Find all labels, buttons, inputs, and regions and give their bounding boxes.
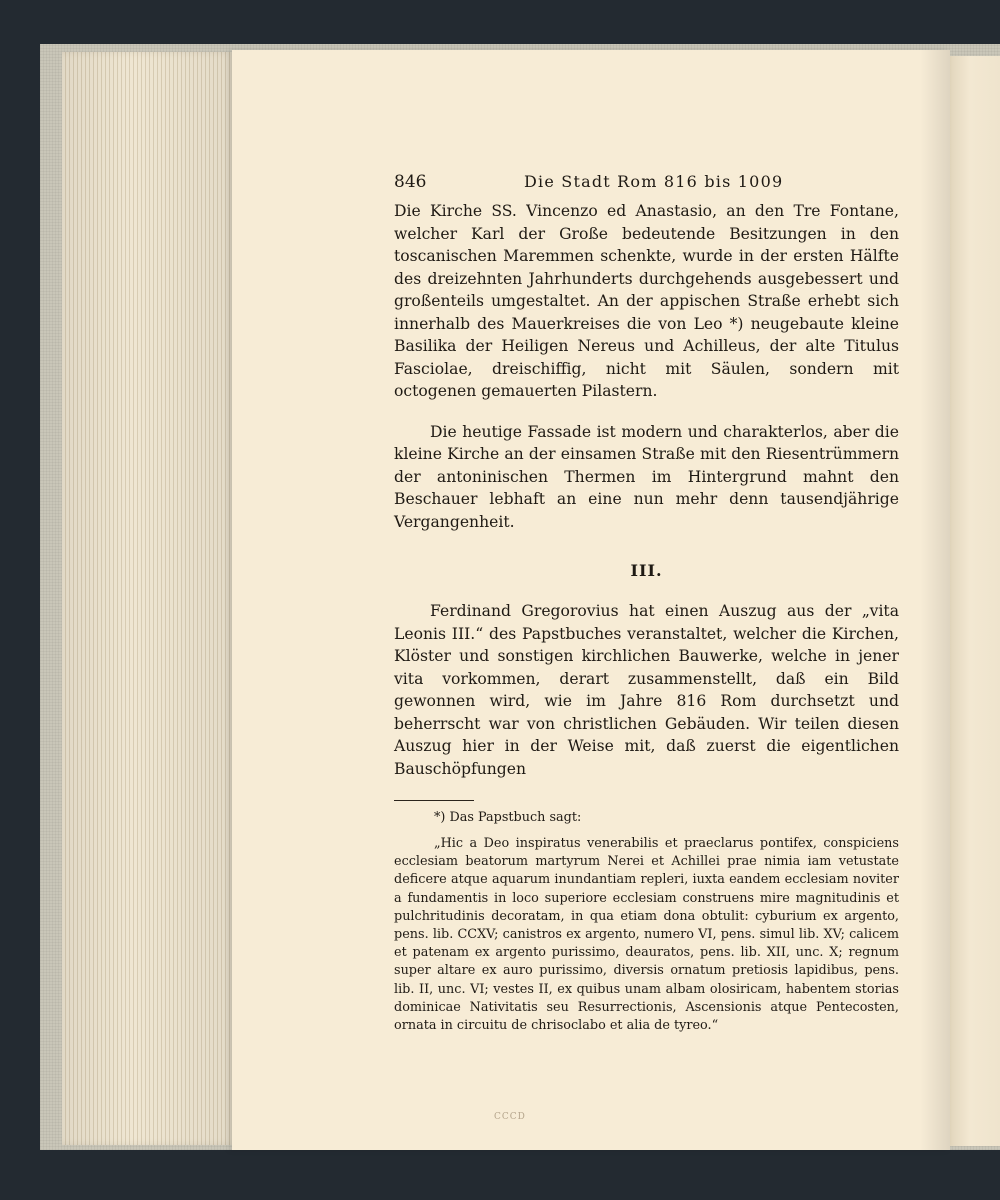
page-number: 846: [394, 172, 427, 192]
paragraph-1: Die Kirche SS. Vincenzo ed Anastasio, an den Tre Fontane, welcher Karl der Große bedeutende Besitzungen in den toscanischen Maremmen schenkte, wurde in der ersten Hälfte des dreizehnten Jahrhunderts durchgehends ausgebessert und großenteils umgestaltet. An der appischen Straße erhebt sich innerhalb des Mauerkreises die von Leo *) neugebaute kleine Basilika der Heiligen Nereus und Achilleus, der alte Titulus Fasciolae, dreischiffig, nicht mit Säulen, sondern mit octogenen gemauerten Pilastern.: [394, 202, 899, 400]
paragraph-2: Die heutige Fassade ist modern und charakterlos, aber die kleine Kirche an der einsamen Straße mit den Riesentrümmern der antoninischen Thermen im Hintergrund mahnt den Beschauer lebhaft an eine nun mehr denn tausendjährige Vergangenheit.: [394, 422, 899, 531]
section-heading: III.: [630, 561, 663, 580]
book-page: [232, 50, 950, 1150]
footnote-text: „Hic a Deo inspiratus venerabilis et praeclarus pontifex, conspiciens ecclesiam beatorum martyrum Nerei et Achillei prae nimia iam vetustate deficere atque aquarum inundantiam repleri, iuxta eandem ecclesiam noviter a fundamentis in loco superiore ecclesiam construens mire magnitudinis et pulchritudinis decoratam, in qua etiam dona obtulit: cyburium ex argento, pens. lib. CCXV; canistros ex argento, numero VI, pens. simul lib. XV; calicem et patenam ex argento purissimo, deauratos, pens. lib. XII, unc. X; regnum super altare ex auro purissimo, diversis ornatum pretiosis lapidibus, pens. lib. II, unc. VI; vestes II, ex quibus unam albam olosiricam, habentem storias dominicae Nativitatis seu Resurrectionis, Ascensionis atque Pentecosten, ornata in circuitu de chrisoclabo et alia de tyreo.“: [394, 836, 899, 1034]
signature-mark: CCCD: [494, 1112, 526, 1122]
facing-page: [950, 56, 1000, 1146]
page-content: [394, 172, 899, 1035]
footnote-divider: [394, 800, 474, 801]
footnote-label: *) Das Papstbuch sagt:: [434, 810, 582, 825]
page-edges: [62, 52, 237, 1145]
running-head: [394, 172, 899, 200]
section-paragraph: Ferdinand Gregorovius hat einen Auszug aus der „vita Leonis III.“ des Papstbuches veranstaltet, welcher die Kirchen, Klöster und sonstigen kirchlichen Bauwerke, welche in jener vita vorkommen, derart zusammenstellt, daß ein Bild gewonnen wird, wie im Jahre 816 Rom durchsetzt und beherrscht war von christlichen Gebäuden. Wir teilen diesen Auszug hier in der Weise mit, daß zuerst die eigentlichen Bauschöpfungen: [394, 602, 899, 778]
running-title: Die Stadt Rom 816 bis 1009: [524, 172, 784, 191]
